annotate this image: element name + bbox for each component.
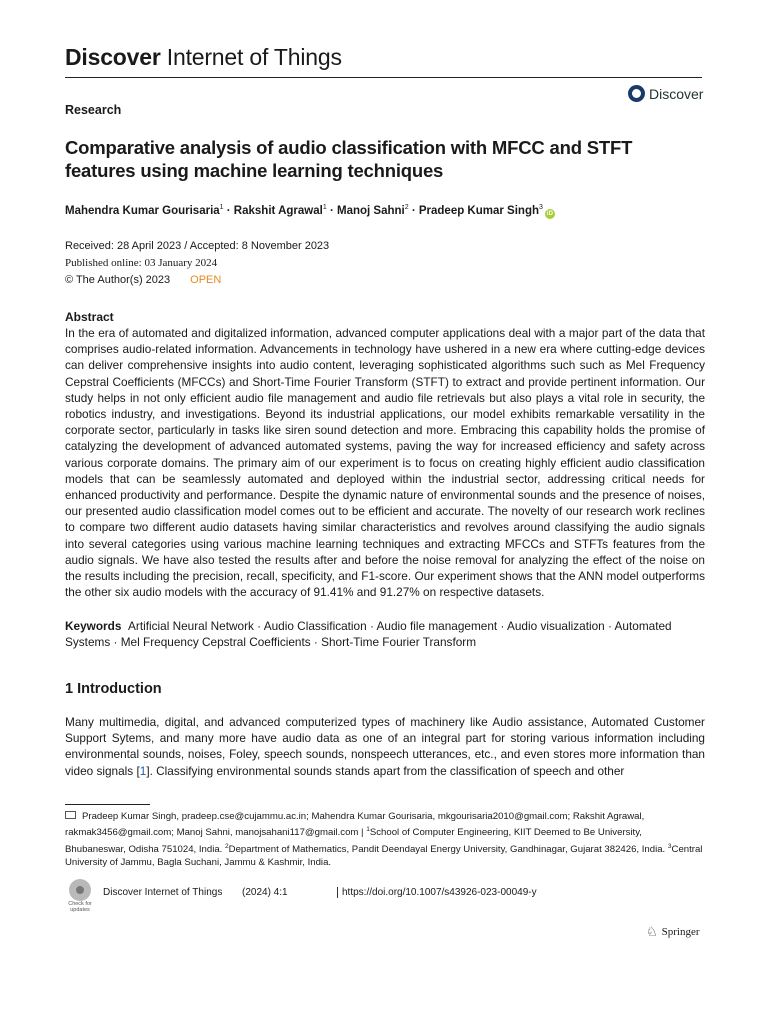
envelope-icon (65, 811, 76, 819)
author-separator: · (408, 204, 419, 217)
journal-name-bold: Discover (65, 44, 161, 70)
introduction-text (65, 714, 705, 779)
check-for-updates-label: Check for updates (68, 901, 92, 913)
article-category: Research (65, 103, 122, 117)
abstract-text: In the era of automated and digitalized information, advanced computer applications deal with a major part of the data that comprises audio-related information. Advancements in technology have ushered in a new era where cutting-edge devices can deliver comprehensive insights into audio content, leveraging sophisticated algorithms such such as Mel Frequency Cepstral Coefficients (MFCCs) and Short-Time Fourier Transform (STFT) to extract and provide pertinent information. Our study helps in not only efficient audio file management and audio file retrievals but also plays a vital role in security, the robotics industry, and investigations. Beyond its industrial applications, our model exhibits remarkable versatility in the corporate sector, particularly in tasks like siren sound detection and more. Embracing this capability holds the promise of catalyzing the development of advanced automated systems, paving the way for increased efficiency and safety across various corporate domains. The primary aim of our experiment is to focus on creating highly efficient audio classification models that can be seamlessly automated and deployed within the industrial sector, addressing critical needs for enhanced productivity and performance. Despite the dynamic nature of environmental sounds and the presence of noises, our presented audio classification model comes out to be efficient and accurate. The novelty of our research work reclines to compare two different audio datasets having similar characteristics and revolves around classifying the audio signals into several categories using various machine learning techniques and extracting MFCCs and STFTs features from the audio signals. We have also tested the results after and before the noise removal for analyzing the effect of the noise on the results including the precision, recall, specificity, and F1-score. Our experiment shows that the ANN model outperforms the other six audio models with the accuracy of 91.41% and 91.27% on respective datasets. (65, 326, 705, 600)
footer-journal-name: Discover Internet of Things (103, 887, 223, 898)
copyright-text: © The Author(s) 2023 (65, 274, 171, 286)
author-name[interactable]: Pradeep Kumar Singh (418, 204, 539, 217)
check-for-updates-icon (69, 879, 91, 901)
abstract-heading: Abstract (65, 310, 114, 324)
footnote-rule (65, 804, 150, 805)
discover-brand-label: Discover (649, 85, 704, 102)
author-list (65, 204, 555, 219)
author-separator: · (223, 204, 234, 217)
author-name[interactable]: Rakshit Agrawal (233, 204, 323, 217)
affiliation-number: 3 (667, 842, 672, 850)
discover-logo-icon (628, 85, 645, 102)
citation-link[interactable]: 1 (139, 763, 147, 778)
orcid-icon[interactable]: iD (546, 210, 553, 217)
published-date: Published online: 03 January 2024 (65, 257, 218, 269)
affiliation-text: School of Computer Engineering, KIIT Deemed to Be University, Bhubaneswar, Odisha 751024, India. (65, 827, 642, 855)
author-affiliation: 1 (322, 204, 327, 211)
springer-brand (646, 924, 700, 940)
header-rule (65, 77, 702, 78)
article-title: Comparative analysis of audio classification with MFCC and STFT features using machine learning techniques (65, 137, 633, 181)
received-accepted-dates: Received: 28 April 2023 / Accepted: 8 November 2023 (65, 240, 330, 252)
check-for-updates-badge[interactable] (65, 879, 95, 911)
affiliation-number: 1 (366, 826, 370, 834)
affiliation-number: 2 (225, 842, 229, 850)
affiliation-text: Department of Mathematics, Pandit Deendayal Energy University, Gandhinagar, Gujarat 382426, India. (228, 843, 668, 855)
author-affiliation: 3 (539, 204, 543, 211)
keywords (65, 618, 705, 650)
footnote-correspondence (65, 810, 705, 869)
keywords-text: Artificial Neural Network · Audio Classification · Audio file management · Audio visualization · Automated Systems · Mel Frequency Cepstral Coefficients · Short-Time Fourier Transform (65, 619, 672, 650)
open-access-badge: OPEN (190, 274, 222, 286)
author-separator: · (326, 204, 337, 217)
footnote-contacts: Pradeep Kumar Singh, pradeep.cse@cujammu.ac.in; Mahendra Kumar Gourisaria, mkgourisaria2010@gmail.com; Rakshit Agrawal, rakmak3456@gmail.com; Manoj Sahni, manojsahani117@gmail.com | (65, 811, 645, 839)
section-heading-introduction: 1 Introduction (65, 681, 162, 697)
footer-doi-link[interactable]: https://doi.org/10.1007/s43926-023-00049-y (337, 887, 537, 898)
copyright-line (65, 274, 221, 286)
footer-volume: (2024) 4:1 (242, 887, 288, 898)
intro-text-part: ]. Classifying environmental sounds stands apart from the classification of speech and other (146, 763, 625, 778)
author-affiliation: 2 (404, 204, 409, 211)
discover-brand (628, 85, 703, 102)
intro-text-part: Many multimedia, digital, and advanced computerized types of machinery like Audio assistance, Automated Customer Support Sytems, and many more have audio data as one of an integral part for storing various information including environmental sounds, noises, Foley, speech sounds, nonspeech utterances, etc., and even stores more information than video signals [ (65, 715, 705, 778)
journal-name-rest: Internet of Things (166, 44, 342, 70)
springer-label: Springer (661, 926, 700, 938)
journal-name (65, 44, 342, 71)
keywords-label: Keywords (65, 619, 122, 633)
author-name[interactable]: Mahendra Kumar Gourisaria (65, 204, 220, 217)
author-name[interactable]: Manoj Sahni (336, 204, 405, 217)
springer-horse-icon: ♘ (646, 924, 658, 939)
author-affiliation: 1 (219, 204, 224, 211)
affiliation-text: Central University of Jammu, Bagla Suchani, Jammu & Kashmir, India. (65, 843, 703, 868)
